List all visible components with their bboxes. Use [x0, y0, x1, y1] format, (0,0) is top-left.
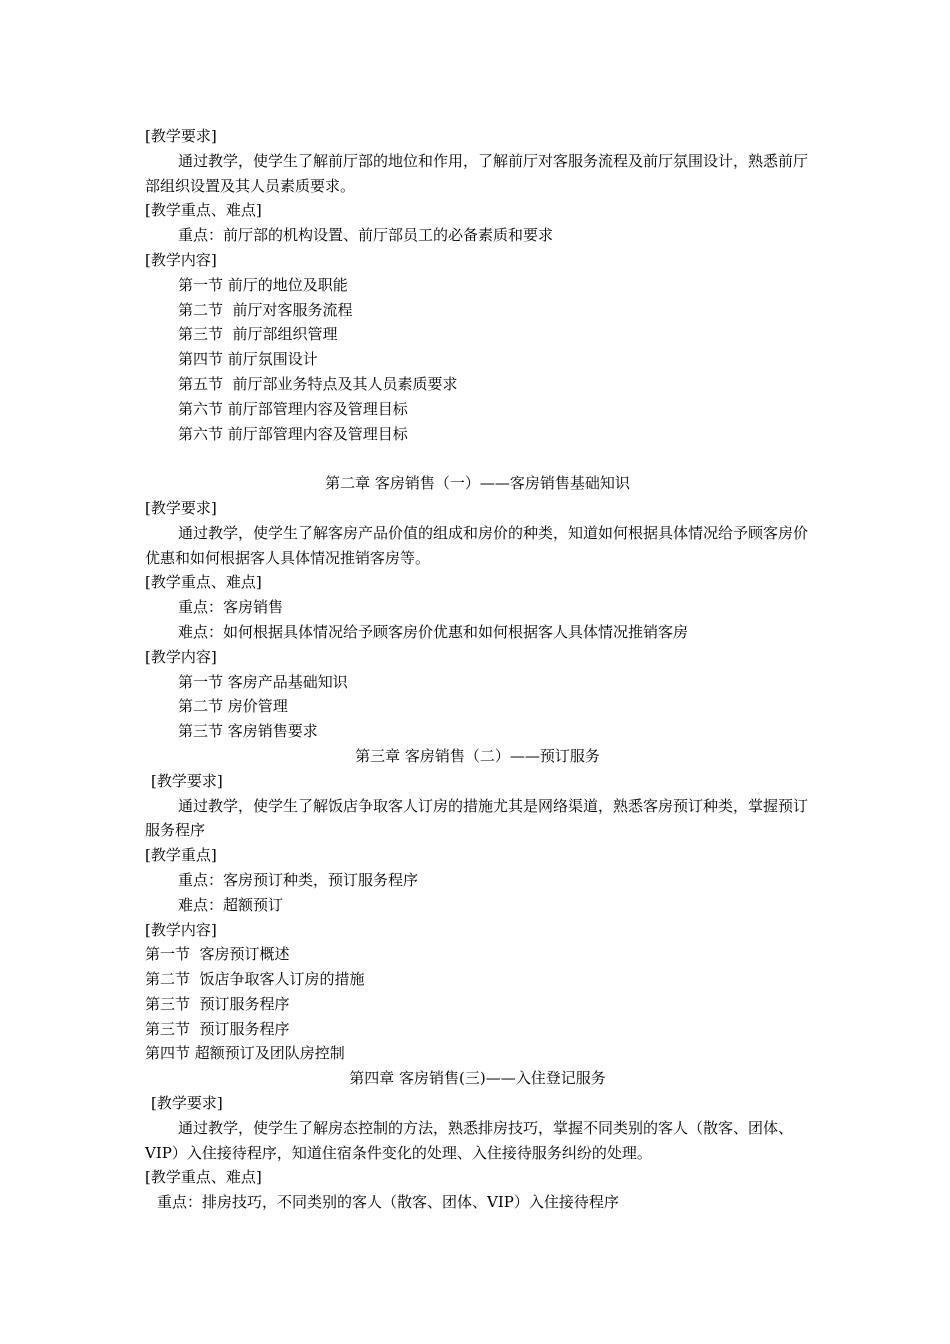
section-heading: [教学内容] [145, 920, 217, 939]
list-item: 第三节 前厅部组织管理 [178, 325, 338, 344]
section-heading: [教学重点、难点] [145, 573, 262, 592]
section-heading: [教学要求] [145, 498, 217, 517]
paragraph: 通过教学，使学生了解饭店争取客人订房的措施尤其是网络渠道，熟悉客房预订种类，掌握预订服务程序 [145, 796, 809, 840]
section-heading: [教学重点] [145, 846, 217, 865]
list-item: 第六节 前厅部管理内容及管理目标 [178, 424, 408, 443]
list-item: 重点：前厅部的机构设置、前厅部员工的必备素质和要求 [178, 226, 554, 245]
list-item: 第一节 客房产品基础知识 [178, 672, 348, 691]
list-item: 第六节 前厅部管理内容及管理目标 [178, 399, 408, 418]
section-heading: [教学内容] [145, 647, 217, 666]
document-page [145, 124, 810, 1215]
list-item: 第一节 客房预订概述 [145, 945, 290, 964]
list-item: 重点：客房销售 [178, 598, 284, 617]
list-item: 第二节 前厅对客服务流程 [178, 300, 353, 319]
section-heading: [教学要求] [151, 1094, 223, 1113]
section-heading: [教学重点、难点] [145, 201, 262, 220]
list-item: 重点：排房技巧，不同类别的客人（散客、团体、VIP）入住接待程序 [157, 1193, 619, 1212]
list-item: 第五节 前厅部业务特点及其人员素质要求 [178, 374, 458, 393]
section-heading: [教学要求] [151, 771, 223, 790]
chapter-title: 第二章 客房销售（一）——客房销售基础知识 [325, 474, 630, 493]
list-item: 第一节 前厅的地位及职能 [178, 275, 348, 294]
paragraph: 通过教学，使学生了解房态控制的方法，熟悉排房技巧，掌握不同类别的客人（散客、团体、VIP）入住接待程序，知道住宿条件变化的处理、入住接待服务纠纷的处理。 [145, 1118, 794, 1162]
list-item: 第四节 超额预订及团队房控制 [145, 1044, 345, 1063]
paragraph: 通过教学，使学生了解客房产品价值的组成和房价的种类，知道如何根据具体情况给予顾客房价优惠和如何根据客人具体情况推销客房等。 [145, 523, 809, 567]
paragraph: 通过教学，使学生了解前厅部的地位和作用，了解前厅对客服务流程及前厅氛围设计，熟悉前厅部组织设置及其人员素质要求。 [145, 151, 809, 195]
section-heading: [教学重点、难点] [145, 1168, 262, 1187]
section-heading: [教学内容] [145, 250, 217, 269]
list-item: 第三节 客房销售要求 [178, 722, 318, 741]
list-item: 重点：客房预订种类，预订服务程序 [178, 870, 419, 889]
list-item: 第四节 前厅氛围设计 [178, 350, 318, 369]
chapter-title: 第三章 客房销售（二）——预订服务 [355, 746, 600, 765]
chapter-title: 第四章 客房销售(三)——入住登记服务 [349, 1069, 606, 1088]
list-item: 难点：超额预订 [178, 895, 284, 914]
list-item: 第三节 预订服务程序 [145, 994, 290, 1013]
list-item: 第二节 饭店争取客人订房的措施 [145, 970, 365, 989]
list-item: 第三节 预订服务程序 [145, 1019, 290, 1038]
section-heading: [教学要求] [145, 127, 217, 145]
list-item: 难点：如何根据具体情况给予顾客房价优惠和如何根据客人具体情况推销客房 [178, 622, 689, 641]
list-item: 第二节 房价管理 [178, 697, 288, 716]
blank-line [145, 446, 810, 471]
